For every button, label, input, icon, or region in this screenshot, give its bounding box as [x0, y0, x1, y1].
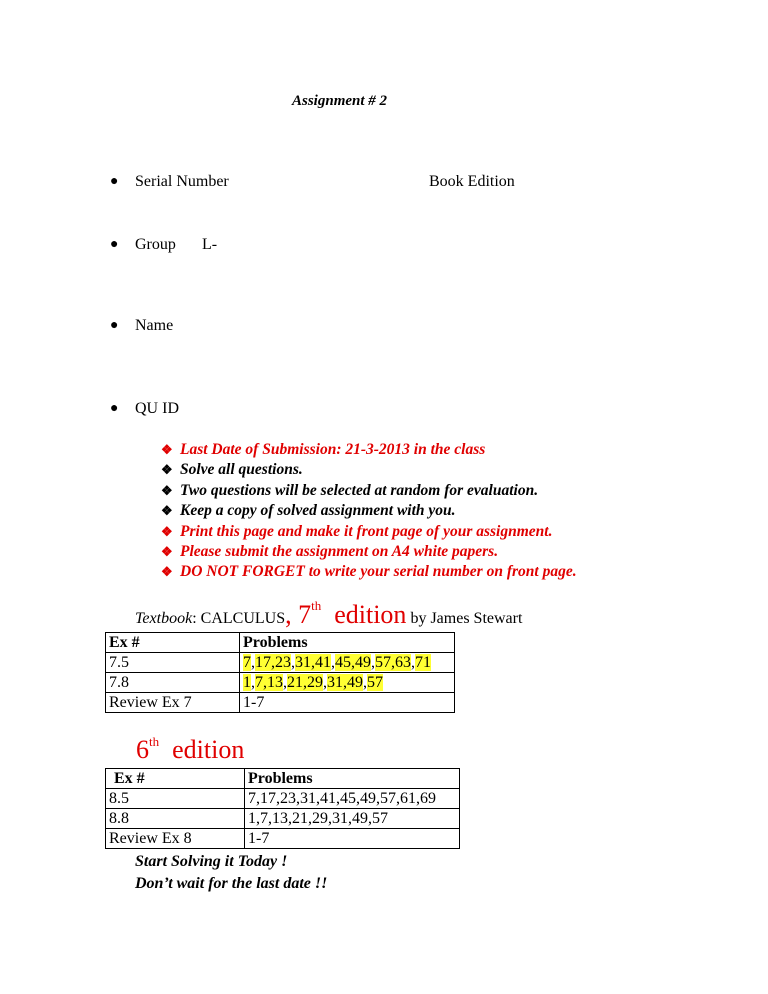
problem-number: 13	[267, 674, 283, 691]
problem-number: 31	[327, 674, 343, 691]
problem-number: 1	[243, 674, 251, 691]
instruction-text: Solve all questions.	[180, 461, 303, 479]
name-label: Name	[135, 317, 174, 334]
ex-cell: 7.8	[106, 673, 240, 693]
bullet-icon: ●	[110, 401, 119, 416]
problem-number: 23	[275, 654, 291, 671]
exercise-table-7th	[105, 632, 455, 713]
instruction-item	[161, 542, 577, 562]
edition-word: edition	[334, 600, 407, 629]
problem-number: 17	[255, 654, 271, 671]
bullet-icon: ●	[110, 237, 119, 252]
bullet-icon: ●	[110, 318, 119, 333]
instruction-text: Keep a copy of solved assignment with you.	[180, 502, 456, 520]
diamond-bullet-icon: ❖	[161, 543, 173, 559]
textbook-line: Textbook: CALCULUS, 7th edition by James Stewart	[135, 598, 523, 629]
bullet-icon: ●	[110, 174, 119, 189]
assignment-title: Assignment # 2	[292, 93, 388, 109]
table-row	[106, 653, 455, 673]
problem-number: 7	[255, 674, 263, 691]
instruction-item	[161, 522, 577, 542]
textbook-name: CALCULUS	[200, 610, 286, 627]
problem-number: 71	[415, 654, 431, 671]
problem-number: 49	[355, 654, 371, 671]
ex-cell: Review Ex 7	[106, 693, 240, 713]
edition-suffix: th	[149, 734, 160, 750]
footer-line-2: Don’t wait for the last date !!	[135, 875, 328, 892]
table-row	[106, 829, 460, 849]
book-edition-label: Book Edition	[429, 173, 515, 190]
table-header-problems: Problems	[245, 769, 460, 789]
problems-cell: 7,17,23,31,41,45,49,57,61,69	[245, 789, 460, 809]
problem-number: 57	[367, 674, 383, 691]
table-row	[106, 673, 455, 693]
problems-cell: 1,7,13,21,29,31,49,57	[240, 673, 455, 693]
qu-id-label: QU ID	[135, 400, 179, 417]
instruction-text: Please submit the assignment on A4 white papers.	[180, 542, 499, 560]
problem-number: 49	[347, 674, 363, 691]
table-header-ex: Ex #	[106, 633, 240, 653]
diamond-bullet-icon: ❖	[161, 564, 173, 580]
edition-word: edition	[172, 735, 245, 764]
instruction-item	[161, 460, 577, 480]
textbook-author: by James Stewart	[410, 610, 523, 627]
ex-cell: 8.5	[106, 789, 245, 809]
exercise-table-6th	[105, 768, 460, 849]
instruction-text: Last Date of Submission: 21-3-2013 in the class	[180, 441, 486, 458]
problem-number: 21	[287, 674, 303, 691]
serial-number-label: Serial Number	[135, 173, 229, 190]
instruction-text: DO NOT FORGET to write your serial number on front page.	[180, 563, 577, 581]
table-row	[106, 809, 460, 829]
sixth-edition-heading	[136, 735, 244, 765]
problem-number: 7	[243, 654, 251, 671]
diamond-bullet-icon: ❖	[161, 482, 173, 498]
instruction-item	[161, 481, 577, 501]
textbook-label: Textbook	[135, 610, 193, 627]
edition-number: 6	[136, 735, 149, 764]
instructions-list	[161, 440, 577, 583]
instruction-item	[161, 562, 577, 582]
problem-number: 45	[335, 654, 351, 671]
table-header-ex: Ex #	[106, 769, 245, 789]
table-row	[106, 693, 455, 713]
group-value: L-	[202, 236, 218, 253]
instruction-item	[161, 501, 577, 521]
instruction-item	[161, 440, 577, 460]
table-row	[106, 789, 460, 809]
problem-number: 29	[307, 674, 323, 691]
diamond-bullet-icon: ❖	[161, 462, 173, 478]
edition-number: 7	[298, 600, 312, 629]
instruction-text: Print this page and make it front page of your assignment.	[180, 522, 553, 540]
diamond-bullet-icon: ❖	[161, 523, 173, 539]
problem-number: 63	[395, 654, 411, 671]
diamond-bullet-icon: ❖	[161, 503, 173, 519]
ex-cell: 8.8	[106, 809, 245, 829]
problem-number: 1-7	[243, 694, 265, 711]
problems-cell: 7,17,23,31,41,45,49,57,63,71	[240, 653, 455, 673]
ex-cell: 7.5	[106, 653, 240, 673]
footer-line-1: Start Solving it Today !	[135, 853, 288, 870]
instruction-text: Two questions will be selected at random for evaluation.	[180, 481, 539, 499]
problem-number: 57	[375, 654, 391, 671]
problem-number: 31	[295, 654, 311, 671]
group-label: Group	[135, 236, 176, 253]
edition-suffix: th	[311, 598, 322, 614]
problems-cell: 1-7	[245, 829, 460, 849]
problems-cell: 1,7,13,21,29,31,49,57	[245, 809, 460, 829]
table-header-problems: Problems	[240, 633, 455, 653]
diamond-bullet-icon: ❖	[161, 442, 173, 457]
problems-cell	[240, 693, 455, 713]
problem-number: 41	[315, 654, 331, 671]
ex-cell: Review Ex 8	[106, 829, 245, 849]
